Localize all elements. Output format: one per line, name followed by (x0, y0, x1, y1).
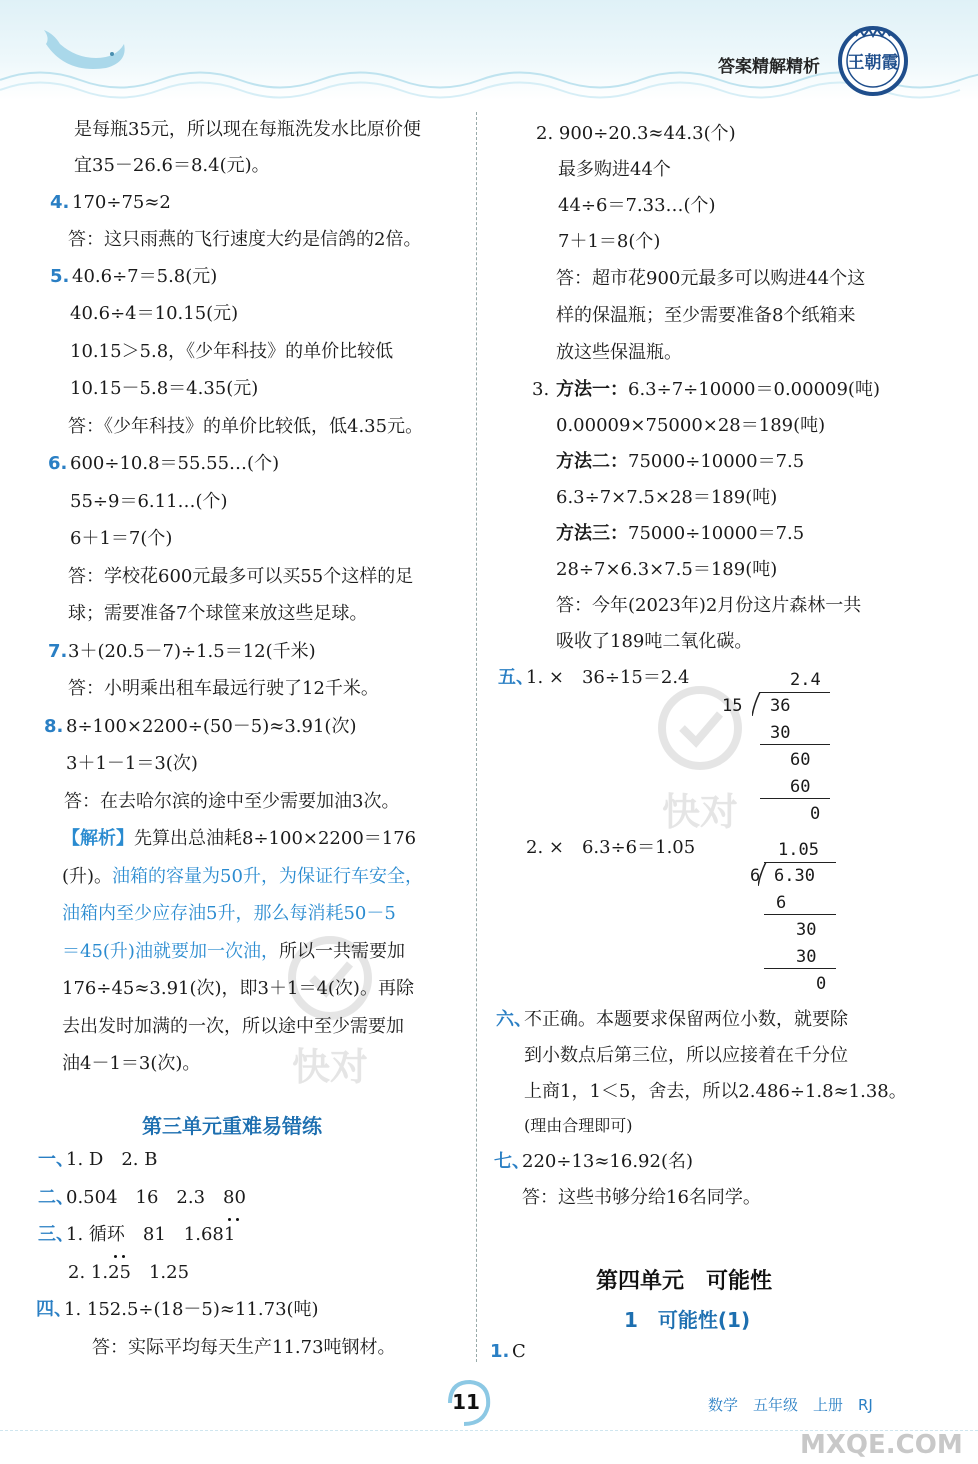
text-line: 2. 1.25 1.25 (68, 1262, 190, 1283)
answer-line: 球；需要准备7个球筐来放这些足球。 (68, 603, 368, 624)
step: 60 (790, 750, 811, 770)
text-line: 220÷13≈16.92(名) (522, 1151, 693, 1172)
division-line (760, 744, 830, 745)
text-line: 3＋(20.5－7)÷1.5＝12(千米) (68, 641, 316, 662)
question-number: 五、 (498, 667, 534, 688)
division-line (760, 798, 830, 799)
step: 0 (816, 974, 827, 994)
answer-line: 样的保温瓶；至少需要准备8个纸箱来 (556, 305, 856, 326)
text-line: C (512, 1341, 526, 1362)
dividend: 6.30 (774, 866, 815, 886)
text-line: 0.00009×75000×28＝189(吨) (556, 415, 826, 436)
answer-line: 答：今年(2023年)2月份这片森林一共 (556, 595, 862, 616)
text-line: 6＋1＝7(个) (70, 528, 173, 549)
header-title: 答案精解精析 (718, 57, 820, 77)
text-line (556, 450, 804, 474)
text-line: 0.504 16 2.3 80 (66, 1187, 246, 1208)
method-label: 方法三： (556, 523, 628, 544)
repeat-dot (114, 1255, 117, 1258)
step: 6 (776, 893, 787, 913)
quotient: 2.4 (790, 670, 821, 690)
division-bracket (758, 862, 770, 886)
answer-line: 答：学校花600元最多可以买55个这样的足 (68, 566, 414, 587)
text-line: 28÷7×6.3×7.5＝189(吨) (556, 559, 778, 580)
text-line: 600÷10.8＝55.55…(个) (70, 453, 280, 474)
divisor: 6 (750, 866, 761, 886)
text-line: 10.15＞5.8，《少年科技》的单价比较低 (70, 341, 394, 362)
repeat-dot (228, 1218, 231, 1221)
answer-line: 放这些保温瓶。 (556, 342, 682, 363)
analysis-text-blue: 油箱的容量为50升，为保证行车安全， (112, 866, 423, 887)
column-divider (476, 112, 477, 1362)
text-line: (理由合理即可) (524, 1116, 633, 1135)
division-bar (760, 692, 830, 693)
page-number: 11 (452, 1390, 480, 1414)
dividend: 36 (770, 696, 791, 716)
repeat-dot (236, 1218, 239, 1221)
text-line: 3＋1－1＝3(次) (66, 753, 198, 774)
text-line: 不正确。本题要求保留两位小数，就要除 (524, 1009, 848, 1030)
text-line: 44÷6＝7.33…(个) (558, 195, 716, 216)
analysis-text: 先算出总油耗8÷100×2200＝176 (134, 828, 417, 849)
step: 0 (810, 804, 821, 824)
division-bar (764, 862, 836, 863)
svg-text:快对: 快对 (661, 790, 739, 834)
text-line: 1. × 36÷15＝2.4 (526, 667, 690, 688)
question-number: 七、 (494, 1151, 530, 1172)
method-text: 75000÷10000＝7.5 (628, 451, 805, 472)
analysis-line (62, 827, 416, 851)
analysis-line (62, 865, 423, 889)
question-number: 6. (48, 453, 68, 474)
question-number: 四、 (36, 1299, 72, 1320)
text-line: 是每瓶35元，所以现在每瓶洗发水比原价便 (74, 119, 421, 140)
analysis-text-blue: ＝45(升)油就要加一次油， (62, 941, 279, 962)
repeat-dot (122, 1255, 125, 1258)
division-line (764, 914, 836, 915)
method-label: 方法一： (556, 379, 628, 400)
text-line: 上商1，1＜5，舍去，所以2.486÷1.8≈1.38。 (524, 1081, 907, 1102)
text-line: 10.15－5.8＝4.35(元) (70, 378, 259, 399)
question-number: 三、 (38, 1224, 74, 1245)
method-label: 方法二： (556, 451, 628, 472)
step: 30 (796, 920, 817, 940)
analysis-tag: 【解析】 (62, 828, 134, 849)
unit-title: 第四单元 可能性 (596, 1269, 773, 1294)
answer-line: 答：在去哈尔滨的途中至少需要加油3次。 (64, 791, 400, 812)
text-line: 宜35－26.6＝8.4(元)。 (74, 155, 270, 176)
answer-line: 答：这只雨燕的飞行速度大约是信鸽的2倍。 (68, 229, 422, 250)
question-number: 7. (48, 641, 68, 662)
whale-icon (36, 24, 136, 80)
text-line: 1. 循环 81 1.681 (66, 1224, 236, 1245)
lesson-title: 1 可能性(1) (624, 1308, 751, 1332)
text-line: 40.6÷7＝5.8(元) (72, 266, 218, 287)
analysis-line: 176÷45≈3.91(次)，即3＋1＝4(次)。再除 (62, 978, 414, 999)
question-number: 1. (490, 1341, 510, 1362)
step: 30 (770, 723, 791, 743)
text-line: 7＋1＝8(个) (558, 231, 661, 252)
header-wave-decoration (0, 60, 978, 100)
text-line (556, 522, 804, 546)
question-number: 3. (532, 379, 550, 400)
text-line: 1. D 2. B (66, 1149, 158, 1170)
text-line: 40.6÷4＝10.15(元) (70, 303, 239, 324)
section-title: 第三单元重难易错练 (142, 1114, 322, 1138)
text-line: 55÷9＝6.11…(个) (70, 491, 228, 512)
quotient: 1.05 (778, 840, 819, 860)
text-line: 到小数点后第三位，所以应接着在千分位 (524, 1045, 848, 1066)
question-number: 4. (50, 192, 70, 213)
text-line: 1. 152.5÷(18－5)≈11.73(吨) (64, 1299, 319, 1320)
step: 60 (790, 777, 811, 797)
answer-line: 答：实际平均每天生产11.73吨钢材。 (92, 1337, 396, 1358)
text-line: 170÷75≈2 (72, 192, 171, 213)
question-number: 一、 (38, 1149, 74, 1170)
answer-line: 答：这些书够分给16名同学。 (522, 1187, 761, 1208)
text-line: 8÷100×2200÷(50－5)≈3.91(次) (66, 716, 357, 737)
division-line (764, 968, 836, 969)
answer-line: 答：超市花900元最多可以购进44个这 (556, 268, 866, 289)
svg-text:王朝霞: 王朝霞 (847, 53, 899, 73)
method-text: 75000÷10000＝7.5 (628, 523, 805, 544)
answer-line: 答：小明乘出租车最远行驶了12千米。 (68, 678, 379, 699)
text-line: 6.3÷7×7.5×28＝189(吨) (556, 487, 778, 508)
answer-line: 答：《少年科技》的单价比较低，低4.35元。 (68, 416, 424, 437)
question-number: 六、 (496, 1009, 532, 1030)
footer-subject: 数学 五年级 上册 RJ (708, 1396, 873, 1414)
svg-text:快对: 快对 (291, 1045, 369, 1089)
step: 30 (796, 947, 817, 967)
text-line: 最多购进44个 (558, 159, 671, 180)
question-number: 二、 (38, 1187, 74, 1208)
analysis-line: 油4－1＝3(次)。 (62, 1053, 201, 1074)
text-line: 2. × 6.3÷6＝1.05 (526, 837, 696, 858)
question-number: 8. (44, 716, 64, 737)
method-text: 6.3÷7÷10000＝0.00009(吨) (628, 379, 880, 400)
analysis-text: 所以一共需要加 (278, 941, 405, 962)
analysis-line: 去出发时加满的一次，所以途中至少需要加 (62, 1016, 404, 1037)
divisor: 15 (722, 696, 743, 716)
analysis-line (62, 940, 405, 964)
text-line (556, 378, 880, 402)
watermark-icon (650, 680, 760, 840)
question-number: 5. (50, 266, 70, 287)
answer-line: 吸收了189吨二氧化碳。 (556, 631, 753, 652)
analysis-line: 油箱内至少应存油5升，那么每消耗50－5 (62, 903, 396, 924)
division-bracket (752, 692, 764, 716)
text-line: 2. 900÷20.3≈44.3(个) (536, 123, 736, 144)
analysis-text: (升)。 (62, 866, 113, 887)
site-watermark: MXQE.COM (800, 1430, 963, 1460)
brand-logo-icon (836, 24, 910, 98)
